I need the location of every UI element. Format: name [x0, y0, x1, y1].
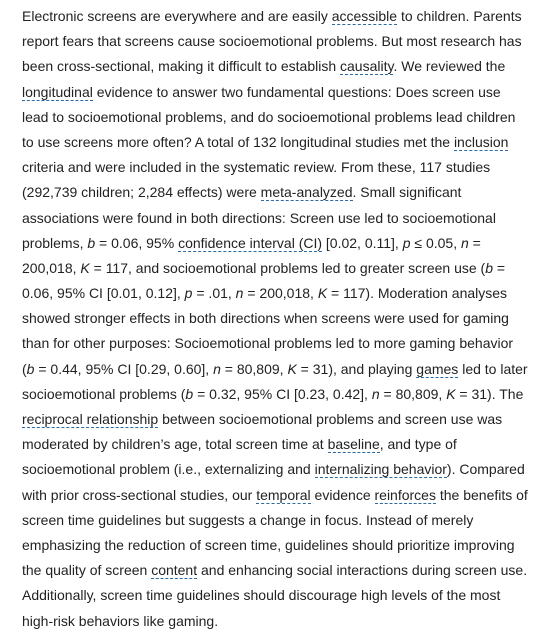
abstract-line	[22, 432, 530, 457]
text-segment: socioemotional problems (	[22, 385, 186, 402]
abstract-line	[22, 558, 530, 583]
abstract-line	[22, 130, 530, 155]
glossary-term-link[interactable]: temporal	[256, 486, 311, 503]
text-segment: problems,	[22, 234, 88, 251]
abstract-line	[22, 306, 530, 331]
text-segment: evidence to answer two fundamental questions: Does screen use	[92, 83, 501, 100]
statistic-symbol: K	[446, 385, 456, 402]
glossary-term-link[interactable]: reciprocal relationship	[22, 411, 159, 427]
statistic-symbol: b	[485, 259, 493, 276]
abstract-text	[22, 4, 530, 634]
abstract-line	[22, 382, 530, 407]
abstract-line	[22, 4, 530, 29]
text-segment: and enhancing social interactions during screen use.	[197, 562, 528, 579]
abstract-line	[22, 533, 530, 558]
text-segment: associations were found in both directions: Screen use led to socioemotional	[22, 209, 496, 226]
glossary-term-link[interactable]: reinforces	[374, 486, 436, 503]
text-segment: = 0.44, 95% CI [0.29, 0.60],	[34, 360, 214, 377]
text-segment: . Small significant	[352, 184, 462, 201]
text-segment: emphasizing the reduction of screen time, guidelines should prioritize improving	[22, 536, 515, 553]
text-segment: Additionally, screen time guidelines should discourage high levels of the most	[22, 587, 501, 604]
text-segment: ). Compared	[446, 461, 525, 478]
text-segment: =	[468, 234, 481, 251]
glossary-term-link[interactable]: baseline	[327, 436, 380, 453]
text-segment: 0.06, 95% CI [0.01, 0.12],	[22, 285, 185, 302]
text-segment: to children. Parents	[397, 8, 522, 24]
abstract-line	[22, 155, 530, 180]
abstract-line	[22, 457, 530, 482]
text-segment: = 200,018,	[243, 285, 318, 302]
glossary-term-link[interactable]: inclusion	[453, 133, 509, 150]
abstract-line	[22, 508, 530, 533]
glossary-term-link[interactable]: internalizing behavior	[314, 461, 447, 478]
abstract-line	[22, 609, 530, 634]
text-segment: to use screens more often? A total of 132 longitudinal studies met the	[22, 133, 454, 150]
text-segment: criteria and were included in the systematic review. From these, 117 studies	[22, 159, 491, 176]
abstract-line	[22, 256, 530, 281]
statistic-symbol: K	[80, 259, 90, 276]
text-segment: screen time guidelines but suggests a change in focus. Instead of merely	[22, 511, 474, 528]
text-segment: with prior cross-sectional studies, our	[22, 486, 257, 503]
glossary-term-link[interactable]: accessible	[331, 8, 398, 24]
text-segment: showed stronger effects in both directions when screens were used for gaming	[22, 310, 509, 327]
statistic-symbol: K	[317, 285, 328, 302]
abstract-line	[22, 331, 530, 356]
abstract-line	[22, 180, 530, 205]
glossary-term-link[interactable]: content	[151, 562, 198, 579]
abstract-line	[22, 483, 530, 508]
text-segment: = 0.32, 95% CI [0.23, 0.42],	[193, 385, 372, 402]
abstract-line	[22, 206, 530, 231]
statistic-symbol: b	[185, 385, 194, 402]
statistic-symbol: p	[402, 234, 411, 251]
abstract-line	[22, 357, 530, 382]
text-segment: the benefits of	[435, 486, 528, 503]
text-segment: report fears that screens cause socioemotional problems. But most research has	[22, 33, 522, 50]
statistic-symbol: n	[213, 360, 221, 377]
text-segment: than for other purposes: Socioemotional problems led to more gaming behavior	[22, 335, 514, 352]
text-segment: lead to socioemotional problems, and do socioemotional problems lead children	[22, 108, 516, 125]
abstract-line	[22, 29, 530, 54]
text-segment: the quality of screen	[22, 562, 152, 579]
glossary-term-link[interactable]: confidence interval (CI)	[178, 234, 323, 251]
text-segment: = 80,809,	[379, 385, 447, 402]
glossary-term-link[interactable]: games	[416, 360, 459, 377]
text-segment: evidence	[310, 486, 375, 503]
text-segment: been cross-sectional, making it difficult to establish	[22, 58, 341, 75]
abstract-line	[22, 407, 530, 432]
text-segment: high-risk behaviors like gaming.	[22, 612, 219, 629]
text-segment: = 0.06, 95%	[95, 234, 179, 251]
statistic-symbol: K	[287, 360, 297, 377]
text-segment: Electronic screens are everywhere and are easily	[22, 8, 332, 24]
text-segment: = 31). The	[455, 385, 524, 402]
abstract-line	[22, 105, 530, 130]
abstract-line	[22, 583, 530, 608]
glossary-term-link[interactable]: longitudinal	[22, 83, 93, 100]
statistic-symbol: n	[235, 285, 244, 302]
abstract-line	[22, 231, 530, 256]
text-segment: . We reviewed the	[393, 58, 506, 75]
statistic-symbol: b	[26, 360, 35, 377]
text-segment: ≤ 0.05,	[410, 234, 461, 251]
glossary-term-link[interactable]: meta-analyzed	[260, 184, 353, 201]
text-segment: = 117, and socioemotional problems led to greater screen use (	[89, 259, 486, 276]
statistic-symbol: n	[371, 385, 380, 402]
statistic-symbol: b	[87, 234, 96, 251]
abstract-line	[22, 281, 530, 306]
abstract-line	[22, 54, 530, 79]
text-segment: (292,739 children; 2,284 effects) were	[22, 184, 261, 201]
statistic-symbol: p	[184, 285, 193, 302]
text-segment: = .01,	[192, 285, 236, 302]
text-segment: between socioemotional problems and screen use was	[158, 411, 503, 427]
text-segment: led to later	[458, 360, 528, 377]
text-segment: [0.02, 0.11],	[322, 234, 403, 251]
text-segment: = 80,809,	[220, 360, 288, 377]
text-segment: socioemotional problem (i.e., externalizing and	[22, 461, 315, 478]
text-segment: =	[493, 259, 506, 276]
text-segment: moderated by children’s age, total screen time at	[22, 436, 328, 453]
text-segment: (	[22, 360, 27, 377]
glossary-term-link[interactable]: causality	[340, 58, 394, 75]
statistic-symbol: n	[461, 234, 469, 251]
text-segment: = 31), and playing	[296, 360, 417, 377]
text-segment: , and type of	[379, 436, 457, 453]
abstract-line	[22, 80, 530, 105]
text-segment: = 117). Moderation analyses	[327, 285, 508, 302]
text-segment: 200,018,	[22, 259, 81, 276]
